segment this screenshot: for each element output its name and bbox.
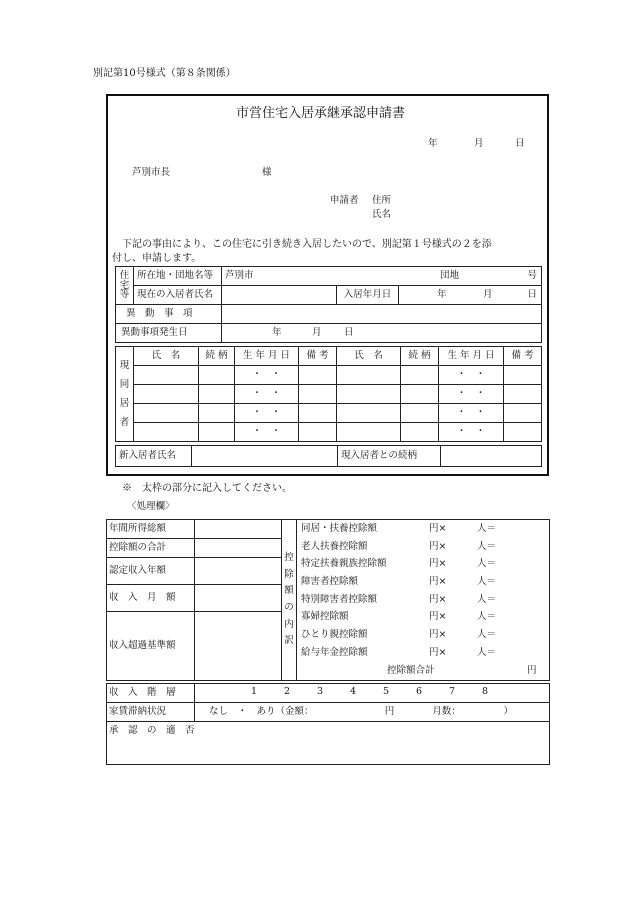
cohabitant-note[interactable] bbox=[504, 423, 542, 442]
cohabitant-name[interactable] bbox=[337, 404, 401, 423]
income-class-options bbox=[195, 684, 550, 703]
cohabitant-note[interactable] bbox=[299, 366, 337, 385]
cohabitant-relation[interactable] bbox=[199, 385, 235, 404]
header-birth-2: 生 年 月 日 bbox=[439, 347, 504, 366]
monthly-income-value[interactable] bbox=[195, 585, 282, 612]
approval-cell[interactable] bbox=[107, 722, 550, 765]
date-year: 年 bbox=[428, 138, 438, 149]
addressee-name: 芦別市長 bbox=[132, 167, 171, 178]
deduction-label: 特別障害者控除額 bbox=[301, 593, 378, 605]
cohabitant-name[interactable] bbox=[134, 366, 199, 385]
income-class-option[interactable]: 5 bbox=[383, 686, 390, 697]
income-class-option[interactable]: 7 bbox=[449, 686, 456, 697]
move-in-date-label: 入居年月日 bbox=[337, 286, 399, 305]
change-date-label: 異動事項発生日 bbox=[116, 324, 222, 343]
cohabitant-name[interactable] bbox=[134, 423, 199, 442]
cohabitant-birth[interactable]: ・ ・ bbox=[235, 404, 299, 423]
cohabitant-birth[interactable]: ・ ・ bbox=[235, 423, 299, 442]
cohabitant-note[interactable] bbox=[504, 404, 542, 423]
cohabitant-relation[interactable] bbox=[401, 404, 439, 423]
cohabitants-table bbox=[115, 346, 542, 442]
approval-label: 承 認 の 適 否 bbox=[109, 725, 195, 736]
note: ※ 太枠の部分に記入してください。 bbox=[122, 483, 292, 494]
deduction-row: 特定扶養親族控除額 円× 人＝ bbox=[301, 558, 497, 570]
deduction-row: 障害者控除額 円× 人＝ bbox=[301, 576, 497, 588]
cohabitant-row bbox=[116, 385, 542, 404]
deduction-label: 特定扶養親族控除額 bbox=[301, 558, 387, 570]
header-birth-1: 生 年 月 日 bbox=[235, 347, 299, 366]
deduction-row: ひとり親控除額 円× 人＝ bbox=[301, 629, 497, 641]
cohabitant-birth[interactable]: ・ ・ bbox=[235, 385, 299, 404]
new-resident-label: 新入居者氏名 bbox=[116, 446, 192, 467]
applicant-role: 申請者 bbox=[330, 195, 359, 206]
cohabitant-relation[interactable] bbox=[199, 366, 235, 385]
processing-table bbox=[106, 519, 550, 681]
cohabitant-relation[interactable] bbox=[199, 423, 235, 442]
date-day: 日 bbox=[515, 138, 525, 149]
processing-heading: 〈処理欄〉 bbox=[127, 501, 175, 512]
excess-income-value[interactable] bbox=[195, 612, 282, 681]
income-class-option[interactable]: 4 bbox=[350, 686, 357, 697]
income-class-option[interactable]: 8 bbox=[482, 686, 489, 697]
header-note-1: 備 考 bbox=[299, 347, 337, 366]
applicant-name-label: 氏名 bbox=[372, 209, 392, 220]
applicant-address-label: 住所 bbox=[372, 195, 392, 206]
cohabitant-note[interactable] bbox=[299, 404, 337, 423]
number-label: 号 bbox=[527, 270, 538, 281]
change-matter-value[interactable] bbox=[222, 305, 542, 324]
income-class-label: 収 入 階 層 bbox=[107, 684, 195, 703]
deduction-list bbox=[301, 524, 545, 681]
header-name-1: 氏 名 bbox=[134, 347, 199, 366]
cohabitant-relation[interactable] bbox=[401, 423, 439, 442]
deduction-row: 給与年金控除額 円× 人＝ bbox=[301, 646, 497, 658]
income-class-option[interactable]: 1 bbox=[251, 686, 258, 697]
cohabitant-name[interactable] bbox=[134, 385, 199, 404]
cohabitant-note[interactable] bbox=[504, 366, 542, 385]
relation-value[interactable] bbox=[441, 446, 542, 467]
cohabitant-birth[interactable]: ・ ・ bbox=[439, 385, 504, 404]
deduction-row: 特別障害者控除額 円× 人＝ bbox=[301, 593, 497, 605]
deduction-row: 老人扶養控除額 円× 人＝ bbox=[301, 540, 497, 552]
deduction-row: 寡婦控除額 円× 人＝ bbox=[301, 611, 497, 623]
statement-line-2: 付し、申請します。 bbox=[112, 253, 202, 264]
cohabitant-row bbox=[116, 366, 542, 385]
income-class-option[interactable]: 2 bbox=[284, 686, 291, 697]
deduction-label: 老人扶養控除額 bbox=[301, 540, 368, 552]
cohabitant-birth[interactable]: ・ ・ bbox=[439, 366, 504, 385]
form-label: 別記第10号様式（第８条関係） bbox=[93, 68, 236, 79]
move-in-date-value[interactable]: 年 月 日 bbox=[399, 286, 542, 305]
header-relation-2: 続 柄 bbox=[401, 347, 439, 366]
deduction-label: 同居・扶養控除額 bbox=[301, 523, 378, 534]
form-title: 市営住宅入居承継承認申請書 bbox=[236, 106, 406, 121]
danchi-label: 団地 bbox=[440, 270, 460, 281]
location-value: 芦別市 bbox=[225, 270, 254, 282]
processing-footer-table bbox=[106, 683, 550, 765]
excess-income-label: 収入超過基準額 bbox=[107, 612, 195, 681]
deduction-label: ひとり親控除額 bbox=[301, 629, 368, 641]
deduction-section-cell: 控 除 額 の 内 訳 bbox=[282, 520, 297, 681]
header-relation-1: 続 柄 bbox=[199, 347, 235, 366]
location-value-cell bbox=[222, 267, 542, 286]
cohabitant-name[interactable] bbox=[134, 404, 199, 423]
date-month: 月 bbox=[474, 138, 484, 149]
rent-arrears-value[interactable]: なし ・ あり（金額： 円 月数： ） bbox=[195, 703, 550, 722]
cohabitant-name[interactable] bbox=[337, 423, 401, 442]
new-resident-value[interactable] bbox=[192, 446, 338, 467]
header-note-2: 備 考 bbox=[504, 347, 542, 366]
deduction-total-unit: 円 bbox=[527, 664, 537, 676]
statement-line-1: 下記の事由により、この住宅に引き続き入居したいので、別記第１号様式の２を添 bbox=[122, 239, 492, 250]
cohabitant-name[interactable] bbox=[337, 366, 401, 385]
cohabitant-row bbox=[116, 423, 542, 442]
location-label: 所在地・団地名等 bbox=[134, 267, 222, 286]
header-name-2: 氏 名 bbox=[337, 347, 401, 366]
relation-label: 現入居者との続柄 bbox=[338, 446, 441, 467]
housing-table bbox=[115, 266, 542, 343]
cohabitant-birth[interactable]: ・ ・ bbox=[439, 404, 504, 423]
rent-arrears-label: 家賃滞納状況 bbox=[107, 703, 195, 722]
deduction-label: 寡婦控除額 bbox=[301, 611, 349, 623]
income-class-option[interactable]: 3 bbox=[317, 686, 324, 697]
deduction-total-sum-label: 控除額の合計 bbox=[107, 539, 195, 558]
cohabitant-relation[interactable] bbox=[199, 404, 235, 423]
cohabitant-note[interactable] bbox=[504, 385, 542, 404]
change-date-value[interactable]: 年 月 日 bbox=[222, 324, 542, 343]
income-class-option[interactable]: 6 bbox=[416, 686, 423, 697]
deduction-total-sum-value[interactable] bbox=[195, 539, 282, 558]
deduction-total-label: 控除額合計 bbox=[387, 664, 435, 676]
housing-section-cell: 住 宅 等 bbox=[116, 267, 134, 305]
deduction-label: 障害者控除額 bbox=[301, 576, 359, 588]
deduction-breakdown-cell bbox=[297, 520, 550, 681]
change-matter-label: 異 動 事 項 bbox=[116, 305, 222, 324]
cohabitants-section-cell: 現 同 居 者 bbox=[116, 347, 134, 442]
cohabitant-relation[interactable] bbox=[401, 366, 439, 385]
deduction-row: 同居・扶養控除額 円× 人＝ bbox=[301, 523, 497, 534]
cohabitant-name[interactable] bbox=[337, 385, 401, 404]
deduction-label: 給与年金控除額 bbox=[301, 646, 368, 658]
annual-income-value[interactable] bbox=[195, 520, 282, 539]
cohabitant-birth[interactable]: ・ ・ bbox=[235, 366, 299, 385]
cohabitant-row bbox=[116, 404, 542, 423]
current-resident-label: 現在の入居者氏名 bbox=[134, 286, 222, 305]
current-resident-value[interactable] bbox=[222, 286, 337, 305]
monthly-income-label: 収 入 月 額 bbox=[107, 585, 195, 612]
deduction-total-row bbox=[301, 666, 545, 681]
certified-income-value[interactable] bbox=[195, 558, 282, 585]
cohabitant-relation[interactable] bbox=[401, 385, 439, 404]
certified-income-label: 認定収入年額 bbox=[107, 558, 195, 585]
annual-income-label: 年間所得総額 bbox=[107, 520, 195, 539]
cohabitant-birth[interactable]: ・ ・ bbox=[439, 423, 504, 442]
cohabitant-note[interactable] bbox=[299, 385, 337, 404]
cohabitant-note[interactable] bbox=[299, 423, 337, 442]
successor-table bbox=[115, 445, 542, 467]
addressee-honorific: 様 bbox=[262, 167, 272, 178]
